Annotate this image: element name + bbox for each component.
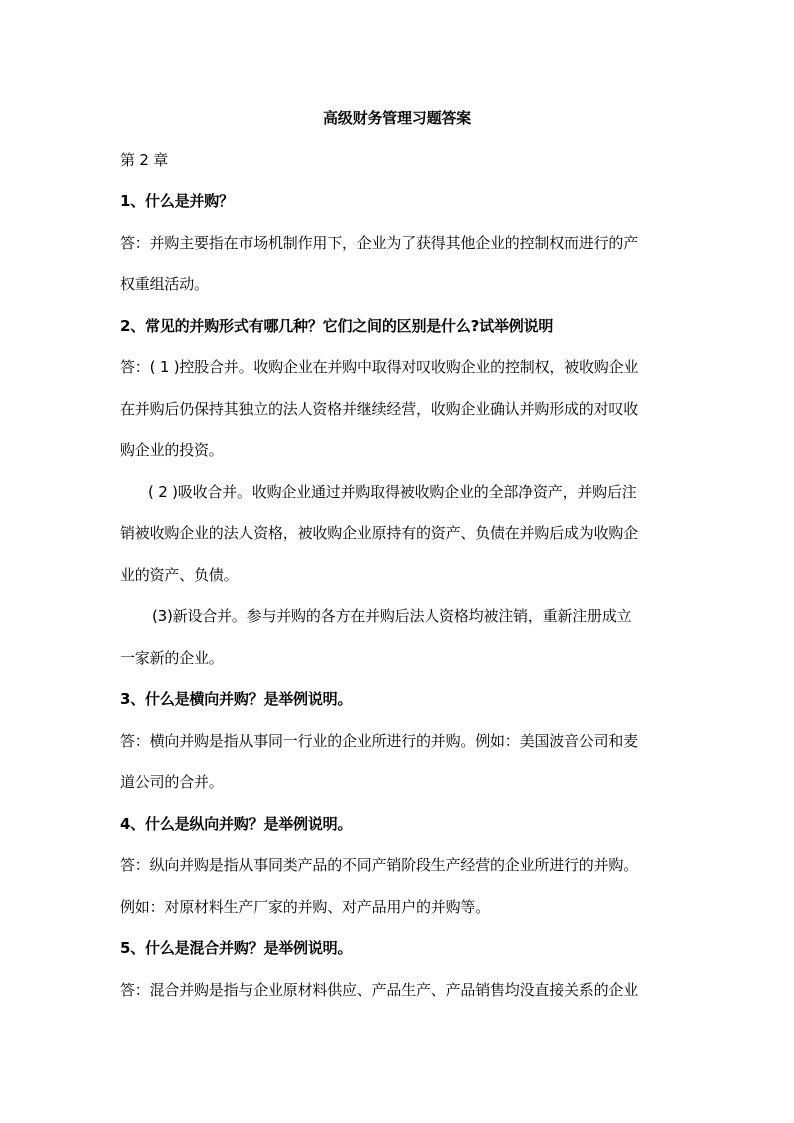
answer-2-line-7: (3)新设合并。参与并购的各方在并购后法人资格均被注销，重新注册成立 [152,607,632,625]
answer-2-line-6: 业的资产、负债。 [120,566,239,584]
answer-2-line-8: 一家新的企业。 [120,649,224,667]
document-title: 高级财务管理习题答案 [322,109,471,127]
answer-2-line-1: 答：( 1 )控股合并。收购企业在并购中取得对叹收购企业的控制权，被收购企业 [120,358,639,376]
question-5-heading: 5、什么是混合并购？是举例说明。 [120,939,353,957]
answer-3-line-2: 道公司的合并。 [120,773,224,791]
answer-4-line-1: 答：纵向并购是指从事同类产品的不同产销阶段生产经营的企业所进行的并购。 [120,856,639,874]
answer-2-line-4: ( 2 )吸收合并。收购企业通过并购取得被收购企业的全部净资产，并购后注 [148,483,637,501]
answer-1-line-1: 答：并购主要指在市场机制作用下，企业为了获得其他企业的控制权而进行的产 [120,234,639,252]
chapter-heading: 第 2 章 [120,151,169,169]
question-2-heading: 2、常见的并购形式有哪几种？它们之间的区别是什么?试举例说明 [120,317,554,335]
answer-4-line-2: 例如：对原材料生产厂家的并购、对产品用户的并购等。 [120,898,491,916]
question-4-heading: 4、什么是纵向并购？是举例说明。 [120,815,353,833]
question-3-heading: 3、什么是横向并购？是举例说明。 [120,690,353,708]
answer-3-line-1: 答：横向并购是指从事同一行业的企业所进行的并购。例如：美国波音公司和麦 [120,732,639,750]
answer-2-line-2: 在并购后仍保持其独立的法人资格并继续经营，收购企业确认并购形成的对叹收 [120,400,639,418]
answer-2-line-5: 销被收购企业的法人资格，被收购企业原持有的资产、负债在并购后成为收购企 [120,524,639,542]
answer-2-line-3: 购企业的投资。 [120,441,224,459]
answer-1-line-2: 权重组活动。 [120,275,209,293]
answer-5-line-1: 答：混合并购是指与企业原材料供应、产品生产、产品销售均没直接关系的企业 [120,981,639,999]
question-1-heading: 1、什么是并购？ [120,192,234,210]
